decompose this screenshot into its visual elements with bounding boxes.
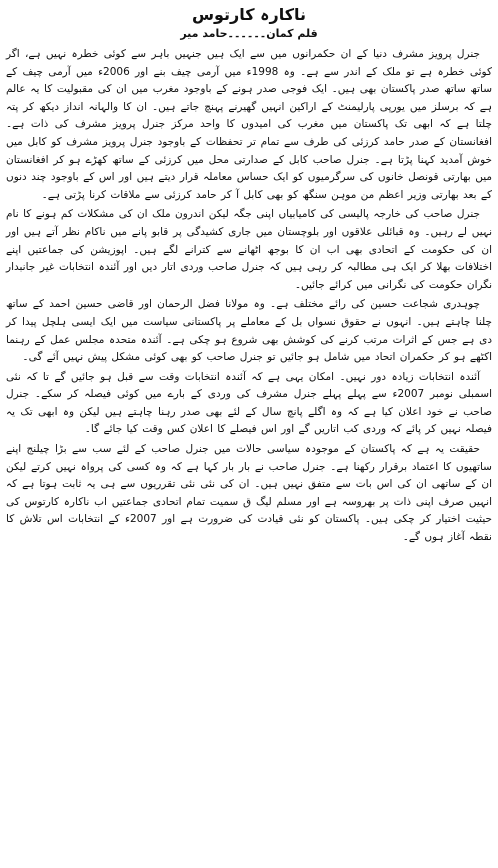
article-paragraph: چوہدری شجاعت حسین کی رائے مختلف ہے۔ وہ مولانا فضل الرحمان اور قاضی حسین احمد کے ساتھ چلنا چاہتے ہیں۔ انہوں نے حقوق نسواں بل کے معاملے پر پاکستانی سیاست میں ایک ایسی ہلچل پیدا کر دی ہے جس کے اثرات مرتب کرنے کی کوشش بھی شروع ہو چکی ہے۔ آئندہ متحدہ مجلس عمل کے رہنما اکٹھے ہو کر حکمران اتحاد میں شامل ہو جائیں تو جنرل صاحب کو بھی کوئی مشکل پیش نہیں آئے گی۔ [6, 298, 492, 364]
article-body [6, 46, 492, 547]
article-paragraph: حقیقت یہ ہے کہ پاکستان کے موجودہ سیاسی حالات میں جنرل صاحب کے لئے سب سے بڑا چیلنج اپنے ساتھیوں کا اعتماد برقرار رکھنا ہے۔ جنرل صاحب نے بار بار کہا ہے کہ وہ کسی کی پرواہ نہیں کرتے لیکن ان کے ساتھی ان کی اس بات سے متفق نہیں ہیں۔ ان کی نئی نئی تقرریوں سے ہی یہ ثابت ہوتا ہے کہ انہیں صرف اپنی ذات پر بھروسہ ہے اور مسلم لیگ ق سمیت تمام اتحادی جماعتیں اب ناکارہ کارتوس کی حیثیت اختیار کر چکی ہیں۔ پاکستان کو نئی قیادت کی ضرورت ہے اور 2007ء کے انتخابات اس تلاش کا نقطہ آغاز ہوں گے۔ [6, 443, 492, 544]
article-byline: قلم کمان۔۔۔۔۔۔حامد میر [180, 27, 318, 40]
article-paragraph: جنرل پرویز مشرف دنیا کے ان حکمرانوں میں سے ایک ہیں جنہیں باہر سے کوئی خطرہ نہیں ہے، اگر کوئی خطرہ ہے تو ملک کے اندر سے ہے۔ وہ 1998ء میں آرمی چیف بنے اور 2006ء میں آرمی چیف کے ساتھ ساتھ صدر پاکستان بھی ہیں۔ ایک فوجی صدر ہونے کے باوجود مغرب میں ان کی مقبولیت کا یہ عالم ہے کہ برسلز میں یورپی پارلیمنٹ کے اراکین انہیں گھیرنے پہنچ جاتے ہیں۔ ان کا والہانہ انداز دیکھ کر پتہ چلتا ہے کہ ابھی تک پاکستان میں مغرب کی امیدوں کا واحد مرکز جنرل پرویز مشرف کی ذات ہے۔ افغانستان کے صدر حامد کرزئی کی طرف سے تمام تر تحفظات کے باوجود جنرل پرویز مشرف کو کابل میں خوش آمدید کہنا پڑتا ہے۔ جنرل صاحب کابل کے صدارتی محل میں کرزئی کے ساتھ کھڑے ہو کر افغانستان میں بھارتی قونصل خانوں کی سرگرمیوں کو ایک حساس معاملہ قرار دیتے ہیں اور اس کے باوجود چند دنوں کے بعد بھارتی وزیر اعظم من موہن سنگھ کو بھی کابل آ کر حامد کرزئی سے ملاقات کرنا پڑتی ہے۔ [6, 48, 492, 201]
article-paragraph: آئندہ انتخابات زیادہ دور نہیں۔ امکان یہی ہے کہ آئندہ انتخابات وقت سے قبل ہو جائیں گے تا کہ نئی اسمبلی نومبر 2007ء سے پہلے پہلے جنرل مشرف کی وردی کے بارے میں کوئی فیصلہ کر سکے۔ جنرل صاحب نے خود اعلان کیا ہے کہ وہ اگلے پانچ سال کے لئے بھی صدر رہنا چاہتے ہیں لیکن وہ ابھی تک یہ فیصلہ نہیں کر پائے کہ وردی کب اتاریں گے اور اس فیصلے کا اعلان کس وقت کیا جائے گا۔ [6, 370, 492, 436]
article-title: ناکارہ کارتوس [191, 5, 307, 24]
article-paragraph: جنرل صاحب کی خارجہ پالیسی کی کامیابیاں اپنی جگہ لیکن اندرون ملک ان کی مشکلات کم ہونے کا نام نہیں لے رہیں۔ وہ قبائلی علاقوں اور بلوچستان میں جاری کشیدگی پر قابو پانے میں ناکام نظر آتے ہیں اور ان کی حکومت کے اتحادی بھی اب ان کا بوجھ اٹھانے سے کترانے لگے ہیں۔ اپوزیشن کی جماعتیں اپنے اختلافات بھلا کر ایک ہی مطالبہ کر رہی ہیں کہ جنرل صاحب وردی اتار دیں اور آئندہ انتخابات غیر جانبدار نگران حکومت کی نگرانی میں کرائے جائیں۔ [6, 208, 492, 291]
